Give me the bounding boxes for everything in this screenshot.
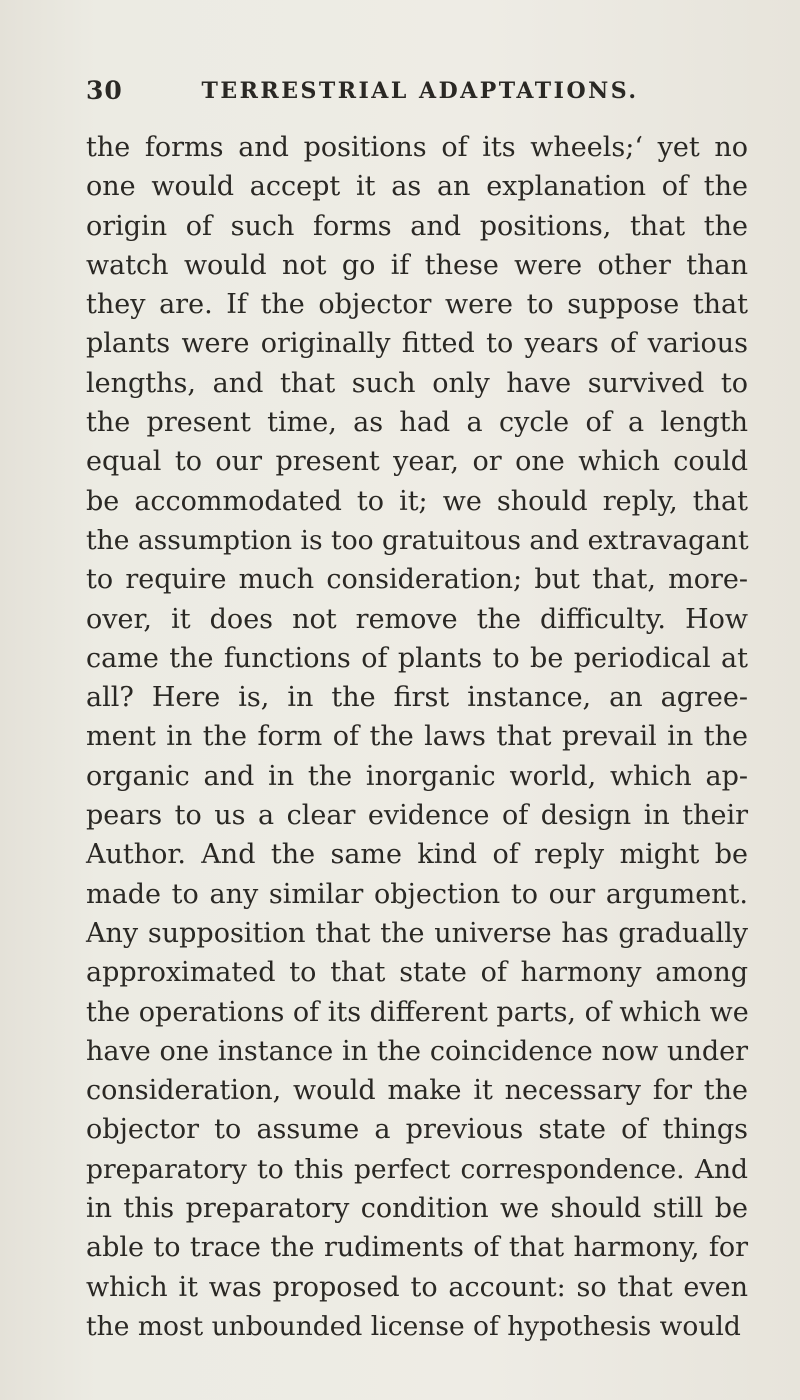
text-line: consideration, would make it necessary for the xyxy=(86,1075,748,1107)
text-line: preparatory to this perfect correspondence. And xyxy=(86,1153,748,1185)
text-line: to require much consideration; but that, more- xyxy=(86,564,748,596)
text-line: they are. If the objector were to suppose that xyxy=(86,289,748,321)
text-line: made to any similar objection to our argument. xyxy=(86,878,748,910)
text-line: all? Here is, in the first instance, an agree- xyxy=(86,682,748,714)
page-header xyxy=(0,76,800,112)
text-line: over, it does not remove the difficulty. How xyxy=(86,603,748,635)
text-line: approximated to that state of harmony among xyxy=(86,957,748,989)
text-line: have one instance in the coincidence now under xyxy=(86,1035,748,1067)
body-text xyxy=(86,128,748,1346)
page-number: 30 xyxy=(86,76,123,105)
text-line: be accommodated to it; we should reply, that xyxy=(86,485,748,517)
text-line: ment in the form of the laws that prevail in the xyxy=(86,721,748,753)
text-line: Author. And the same kind of reply might be xyxy=(86,839,748,871)
text-line: the forms and positions of its wheels;‘ yet no xyxy=(86,132,748,163)
text-line: which it was proposed to account: so that even xyxy=(86,1271,748,1303)
text-line: able to trace the rudiments of that harmony, for xyxy=(86,1232,748,1264)
text-line: the most unbounded license of hypothesis would xyxy=(86,1310,741,1342)
text-line: came the functions of plants to be periodical at xyxy=(86,642,748,674)
text-line: the present time, as had a cycle of a length xyxy=(86,407,748,439)
text-line: in this preparatory condition we should still be xyxy=(86,1193,748,1225)
text-line: origin of such forms and positions, that the xyxy=(86,210,748,242)
text-line: watch would not go if these were other than xyxy=(86,249,748,281)
text-line: Any supposition that the universe has gradually xyxy=(86,917,748,949)
text-line: objector to assume a previous state of things xyxy=(86,1114,748,1146)
text-line: plants were originally fitted to years of various xyxy=(86,328,748,360)
text-line: one would accept it as an explanation of the xyxy=(86,171,748,203)
text-line: organic and in the inorganic world, which ap- xyxy=(86,760,748,792)
text-line: lengths, and that such only have survived to xyxy=(86,367,748,399)
text-line: the assumption is too gratuitous and extravagant xyxy=(86,524,749,556)
text-line: equal to our present year, or one which could xyxy=(86,446,748,478)
text-line: the operations of its different parts, of which we xyxy=(86,996,749,1028)
text-line: pears to us a clear evidence of design in their xyxy=(86,800,748,832)
running-title: TERRESTRIAL ADAPTATIONS. xyxy=(201,78,639,104)
